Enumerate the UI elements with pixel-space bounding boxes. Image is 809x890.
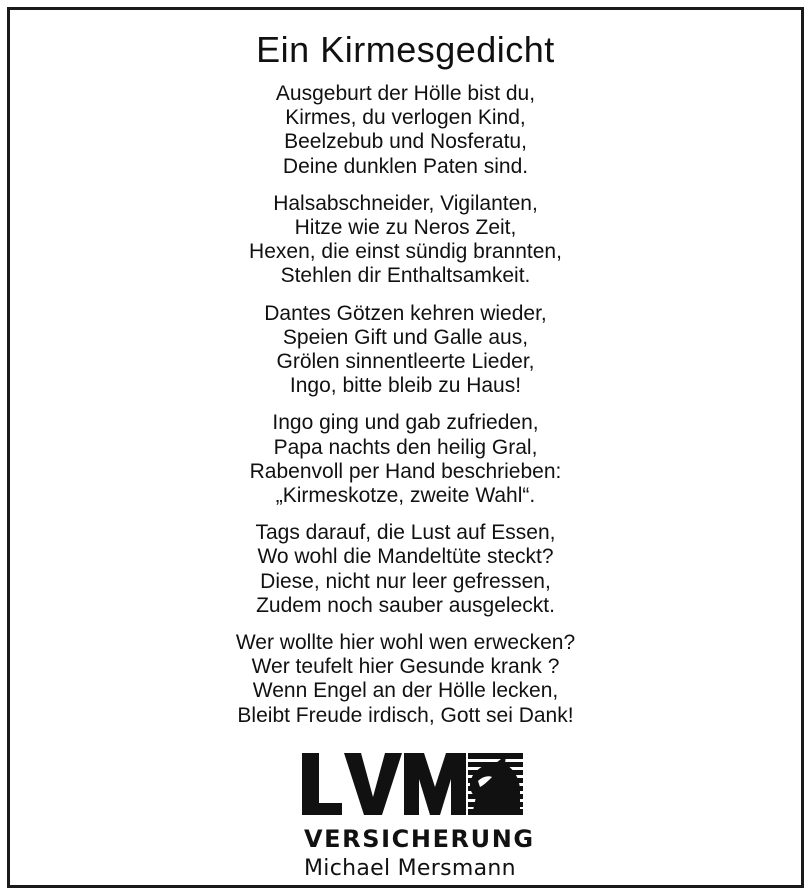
poem-line: Papa nachts den heilig Gral, bbox=[273, 435, 538, 459]
poem-body bbox=[10, 82, 801, 741]
poem-line: Wer teufelt hier Gesunde krank ? bbox=[251, 655, 560, 679]
lvm-logo bbox=[300, 751, 535, 881]
poem-line: Stehlen dir Enthaltsamkeit. bbox=[280, 264, 531, 288]
poem-line: Wer wollte hier wohl wen erwecken? bbox=[235, 631, 576, 655]
poem-line: Ingo, bitte bleib zu Haus! bbox=[289, 374, 522, 398]
company-name: VERSICHERUNG bbox=[304, 825, 535, 853]
poem-line: Rabenvoll per Hand beschrieben: bbox=[249, 459, 562, 483]
poem-line: Ingo ging und gab zufrieden, bbox=[272, 411, 539, 435]
agent-name: Michael Mersmann bbox=[304, 856, 516, 881]
poem-line: Tags darauf, die Lust auf Essen, bbox=[255, 521, 556, 545]
stanza-4 bbox=[10, 411, 801, 508]
poem-line: Hitze wie zu Neros Zeit, bbox=[294, 216, 517, 240]
poem-line: Kirmes, du verlogen Kind, bbox=[285, 106, 526, 130]
stanza-5 bbox=[10, 521, 801, 618]
poem-title: Ein Kirmesgedicht bbox=[256, 29, 555, 70]
lvm-logo-icon bbox=[300, 751, 525, 817]
poem-line: Diese, nicht nur leer gefressen, bbox=[260, 569, 551, 593]
page-frame bbox=[7, 7, 804, 888]
stanza-2 bbox=[10, 192, 801, 289]
poem-line: Halsabschneider, Vigilanten, bbox=[273, 191, 538, 215]
stanza-1 bbox=[10, 82, 801, 179]
poem-line: Bleibt Freude irdisch, Gott sei Dank! bbox=[237, 703, 574, 727]
poem-line: Grölen sinnentleerte Lieder, bbox=[276, 350, 535, 374]
poem-line: Wo wohl die Mandeltüte steckt? bbox=[257, 545, 554, 569]
poem-line: Zudem noch sauber ausgeleckt. bbox=[256, 593, 555, 617]
poem-line: Ausgeburt der Hölle bist du, bbox=[275, 82, 536, 105]
poem-line: Deine dunklen Paten sind. bbox=[282, 154, 529, 178]
poem-line: Dantes Götzen kehren wieder, bbox=[264, 301, 547, 325]
poem-line: Beelzebub und Nosferatu, bbox=[284, 130, 527, 154]
poem-line: Speien Gift und Galle aus, bbox=[282, 325, 529, 349]
stanza-6 bbox=[10, 631, 801, 728]
poem-line: Hexen, die einst sündig brannten, bbox=[249, 240, 562, 264]
poem-line: Wenn Engel an der Hölle lecken, bbox=[252, 679, 559, 703]
poem-line: „Kirmeskotze, zweite Wahl“. bbox=[275, 484, 536, 508]
poem-page bbox=[10, 10, 801, 885]
stanza-3 bbox=[10, 302, 801, 399]
